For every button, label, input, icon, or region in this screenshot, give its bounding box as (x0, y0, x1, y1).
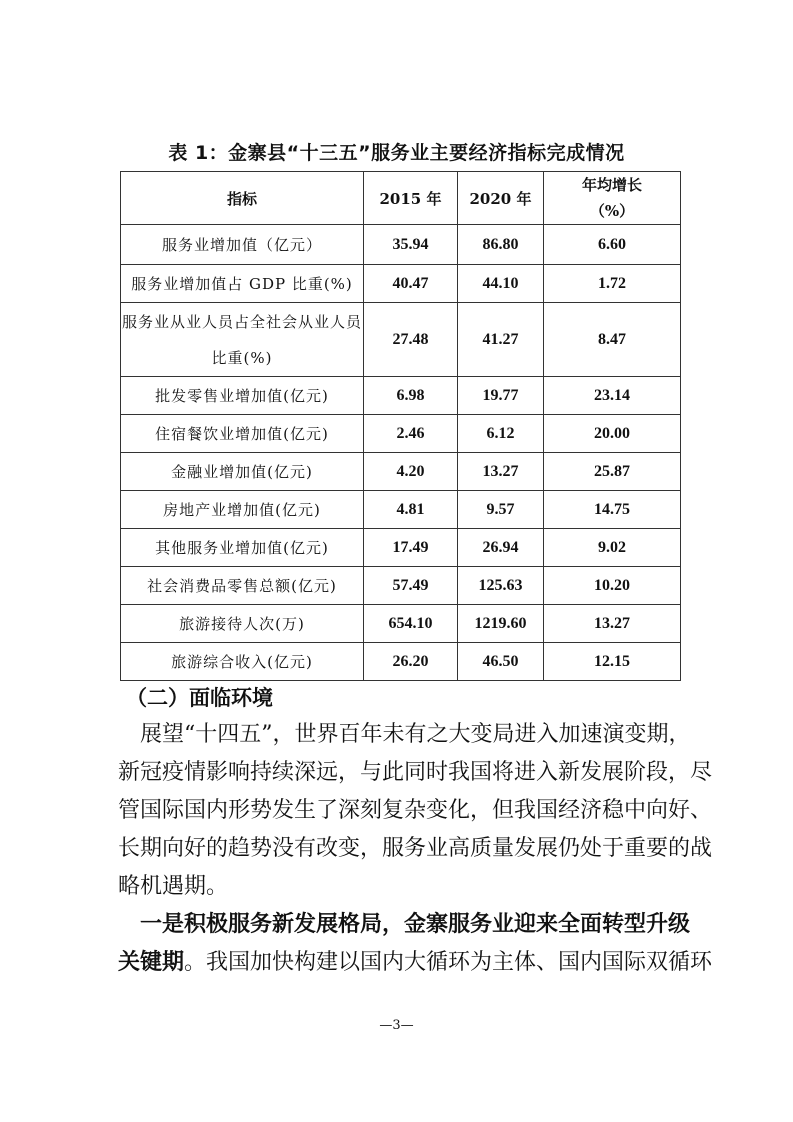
indicator-cell-line: 比重(%) (211, 348, 273, 367)
value-2020-cell: 13.27 (458, 453, 544, 491)
header-indicator: 指标 (121, 172, 364, 225)
table-caption: 表 1：金寨县“十三五”服务业主要经济指标完成情况 (168, 142, 625, 164)
value-2015-cell: 35.94 (364, 225, 458, 265)
paragraph-line: 略机遇期。 (118, 874, 229, 899)
indicator-cell: 住宿餐饮业增加值(亿元) (121, 415, 364, 453)
table-row (121, 491, 681, 529)
growth-cell: 23.14 (544, 377, 681, 415)
growth-cell: 1.72 (544, 265, 681, 303)
table-row (121, 377, 681, 415)
value-2020-cell: 46.50 (458, 643, 544, 681)
value-2020-cell: 41.27 (458, 303, 544, 377)
indicator-cell: 旅游综合收入(亿元) (121, 643, 364, 681)
indicator-cell-line: 服务业从业人员占全社会从业人员 (121, 312, 362, 331)
table-row (121, 265, 681, 303)
growth-cell: 14.75 (544, 491, 681, 529)
growth-cell: 25.87 (544, 453, 681, 491)
table-row (121, 605, 681, 643)
service-indicators-table (120, 171, 681, 681)
value-2020-cell: 44.10 (458, 265, 544, 303)
indicator-cell: 批发零售业增加值(亿元) (121, 377, 364, 415)
value-2015-cell: 4.81 (364, 491, 458, 529)
value-2015-cell: 26.20 (364, 643, 458, 681)
value-2020-cell: 6.12 (458, 415, 544, 453)
paragraph-line: 长期向好的趋势没有改变，服务业高质量发展仍处于重要的战 (118, 836, 713, 861)
value-2020-cell: 9.57 (458, 491, 544, 529)
paragraph-bold-line (140, 910, 690, 940)
value-2020-cell: 19.77 (458, 377, 544, 415)
indicator-cell: 服务业增加值（亿元） (121, 225, 364, 265)
table-row (121, 567, 681, 605)
header-2015: 2015 年 (364, 172, 458, 225)
value-2020-cell: 125.63 (458, 567, 544, 605)
value-2020-cell: 86.80 (458, 225, 544, 265)
value-2015-cell: 17.49 (364, 529, 458, 567)
header-2020: 2020 年 (458, 172, 544, 225)
indicator-cell: 旅游接待人次(万) (121, 605, 364, 643)
indicator-cell: 社会消费品零售总额(亿元) (121, 567, 364, 605)
growth-cell: 9.02 (544, 529, 681, 567)
table-row (121, 453, 681, 491)
table-row (121, 529, 681, 567)
table-row (121, 643, 681, 681)
bold-lead: 一是积极服务新发展格局，金寨服务业迎来全面转型升级 (140, 912, 691, 937)
table-row (121, 303, 681, 377)
growth-cell: 20.00 (544, 415, 681, 453)
paragraph-text: 。我国加快构建以国内大循环为主体、国内国际双循环 (184, 950, 713, 975)
value-2015-cell: 27.48 (364, 303, 458, 377)
table-header-row (121, 172, 681, 225)
bold-lead-end: 关键期 (118, 950, 185, 975)
value-2015-cell: 2.46 (364, 415, 458, 453)
header-growth-unit: （%） (589, 202, 635, 220)
page-number: —3— (379, 1018, 414, 1033)
growth-cell: 6.60 (544, 225, 681, 265)
indicator-cell: 服务业增加值占 GDP 比重(%) (121, 265, 364, 303)
value-2015-cell: 57.49 (364, 567, 458, 605)
paragraph-line (118, 948, 713, 978)
growth-cell: 10.20 (544, 567, 681, 605)
paragraph-line: 管国际国内形势发生了深刻复杂变化，但我国经济稳中向好、 (118, 798, 713, 823)
value-2020-cell: 1219.60 (458, 605, 544, 643)
header-growth (544, 172, 681, 225)
table-row (121, 225, 681, 265)
growth-cell: 8.47 (544, 303, 681, 377)
header-growth-label: 年均增长 (581, 176, 642, 194)
paragraph-line: 展望“十四五”，世界百年未有之大变局进入加速演变期， (140, 722, 691, 747)
indicator-cell: 金融业增加值(亿元) (121, 453, 364, 491)
value-2015-cell: 40.47 (364, 265, 458, 303)
section-heading: （二）面临环境 (126, 686, 273, 710)
value-2020-cell: 26.94 (458, 529, 544, 567)
growth-cell: 12.15 (544, 643, 681, 681)
indicator-cell: 房地产业增加值(亿元) (121, 491, 364, 529)
paragraph-line: 新冠疫情影响持续深远，与此同时我国将进入新发展阶段，尽 (118, 760, 713, 785)
value-2015-cell: 6.98 (364, 377, 458, 415)
value-2015-cell: 654.10 (364, 605, 458, 643)
growth-cell: 13.27 (544, 605, 681, 643)
indicator-cell (121, 303, 364, 377)
table-row (121, 415, 681, 453)
indicator-cell: 其他服务业增加值(亿元) (121, 529, 364, 567)
value-2015-cell: 4.20 (364, 453, 458, 491)
